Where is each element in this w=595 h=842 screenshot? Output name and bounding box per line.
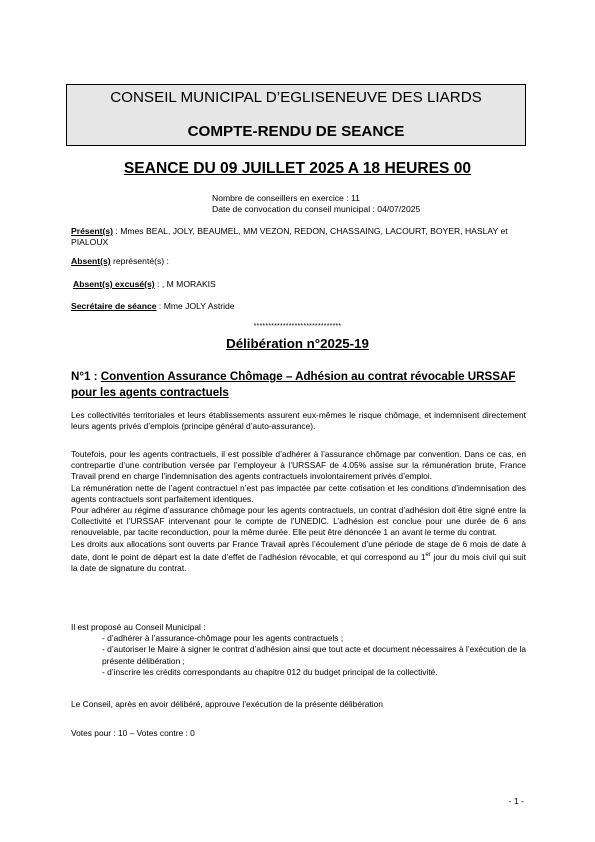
conclusion-text: Le Conseil, après en avoir délibéré, approuve l’exécution de la présente délibération [71,699,383,709]
conclusion [71,699,526,710]
proposal-text: Il est proposé au Conseil Municipal : [71,622,206,632]
votes [71,728,526,739]
absent-label: Absent(s) [71,256,111,266]
convocation-date: Date de convocation du conseil municipal : 04/07/2025 [212,204,421,214]
proposal-item-1: - d’adhérer à l’assurance-chômage pour les agents contractuels ; [102,633,344,644]
paragraph-5-text [71,539,526,574]
present-value: : Mmes BEAL, JOLY, BEAUMEL, MM VEZON, REDON, CHASSAING, LACOURT, BOYER, HASLAY et PIALOUX [71,226,508,247]
paragraphs-main [71,449,526,574]
absent-value: représenté(s) : [110,256,169,266]
item-number: N°1 : [71,370,101,383]
excuse-value: : , M MORAKIS [154,279,216,289]
proposal-item-3: - d’inscrire les crédits correspondants au chapitre 012 du budget principal de la collectivité. [102,666,438,677]
secretaire-label: Secrétaire de séance [71,301,157,311]
separator: ****************************** [253,323,342,330]
excuse-label: Absent(s) excusé(s) [73,279,155,289]
proposal-item-2: - d’autoriser le Maire à signer le contrat d’adhésion ainsi que tout acte et document nécessaires à l’exécution de la présente délibération ; [102,644,526,666]
page-number: - 1 - [508,796,524,806]
paragraph-5-sup: er [425,551,431,558]
conseillers-count: Nombre de conseillers en exercice : 11 [212,193,360,203]
header-box [66,84,526,146]
deliberation-title: Délibération n°2025-19 [226,336,369,351]
present-label: Présent(s) [71,226,114,236]
votes-text: Votes pour : 10 – Votes contre : 0 [71,728,195,738]
paragraph-5-part-b: jour du mois civil qui suit la date de signature du contrat. [71,551,526,573]
paragraph-5-part-a: Les droits aux allocations sont ouverts par France Travail après l’écoulement d’une période de stage de 6 mois de date à date, dont le point de départ est la date d’effet de l’adhésion révocable, et qui correspond au 1 [71,538,526,562]
item-title [71,369,531,401]
paragraph-1 [71,410,526,432]
proposal-block [71,622,526,678]
council-title: CONSEIL MUNICIPAL D’EGLISENEUVE DES LIARDS [110,89,482,106]
excuse-line [73,279,533,290]
secretaire-line [71,301,531,312]
present-line [71,226,531,248]
paragraph-2-text: Toutefois, pour les agents contractuels, il est possible d’adhérer à l’assurance chômage par convention. Dans ce cas, en contrepartie d’une contribution versée par l’employeur à l’URSSAF de 4.05% assise sur la rémunération brute, France Travail prend en charge l’indemnisation des agents contractuels involontairement privés d’emploi. [71,449,526,482]
secretaire-value: : Mme JOLY Astride [156,301,235,311]
absent-line [71,256,531,267]
report-title: COMPTE-RENDU DE SEANCE [187,123,405,140]
paragraph-4-text: Pour adhérer au régime d’assurance chômage pour les agents contractuels, un contrat d’adhésion doit être signé entre la Collectivité et l’URSSAF intervenant pour le compte de l’UNEDIC. L’adhésion est conclue pour une durée de 6 ans renouvelable, par tacite reconduction, pour la même durée. Elle peut être dénoncée 1 an avant le terme du contrat. [71,505,526,538]
paragraph-3-text: La rémunération nette de l’agent contractuel n’est pas impactée par cette cotisation et les conditions d’indemnisation des agents contractuels sont parfaitement identiques. [71,482,526,504]
seance-title: SEANCE DU 09 JUILLET 2025 A 18 HEURES 00 [123,160,472,177]
item-title-text: Convention Assurance Chômage – Adhésion au contrat révocable URSSAF pour les agents contractuels [71,370,516,399]
paragraph-1-text: Les collectivités territoriales et leurs établissements assurent eux-mêmes le risque chômage, et indemnisent directement leurs agents privés d’emplois (principe général d’auto-assurance). [71,410,526,432]
